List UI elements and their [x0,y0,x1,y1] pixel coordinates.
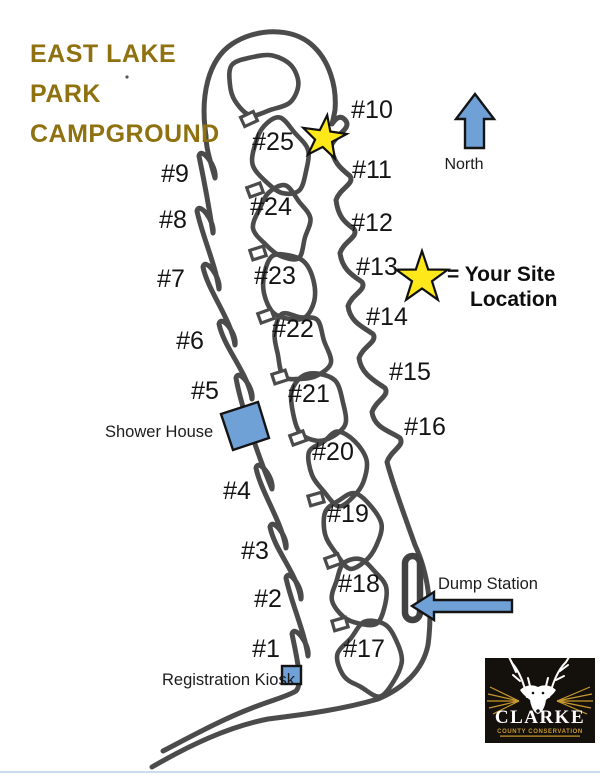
north-arrow-icon [456,94,494,148]
your-site-star-icon [303,115,346,158]
page-bottom-edge [0,771,600,773]
site-label-8: #8 [159,206,187,234]
site-label-12: #12 [351,209,393,237]
site-label-9: #9 [161,160,189,188]
shower-house-marker [221,402,269,450]
site-label-1: #1 [252,635,280,663]
ink-dot [125,75,128,78]
site-label-11: #11 [352,156,392,184]
site-label-13: #13 [356,253,398,281]
site-label-4: #4 [223,477,251,505]
clarke-county-logo [485,654,595,743]
logo-name: CLARKE [494,707,586,728]
parking-tab [250,246,266,260]
site-label-10: #10 [351,96,393,124]
logo-subtitle: COUNTY CONSERVATION [497,729,583,735]
legend-line-1: = Your Site [447,263,556,286]
site-label-23: #23 [254,262,296,290]
title-line-3: CAMPGROUND [30,120,220,148]
site-label-22: #22 [272,315,314,343]
site-label-14: #14 [366,303,408,331]
campsite-loop [229,55,298,116]
dump-station-label: Dump Station [438,575,538,593]
legend-line-2: Location [470,288,558,311]
site-label-18: #18 [338,570,380,598]
parking-tab [332,617,348,630]
legend [447,263,558,311]
site-label-5: #5 [191,377,219,405]
shower-house-label: Shower House [105,423,214,441]
parking-tab [308,492,324,505]
site-label-21: #21 [288,380,330,408]
parking-tab [290,431,307,445]
site-label-16: #16 [404,413,446,441]
parking-tab [272,370,288,384]
legend-star-icon [396,251,447,300]
site-label-3: #3 [241,537,269,565]
site-label-20: #20 [312,438,354,466]
site-label-2: #2 [254,585,282,613]
site-label-6: #6 [176,327,204,355]
north-label: North [444,156,484,173]
registration-kiosk-label: Registration Kiosk [162,671,295,689]
site-label-24: #24 [250,193,292,221]
title-line-1: EAST LAKE [30,40,177,68]
map-titles [30,40,220,148]
site-label-15: #15 [389,358,431,386]
dump-station-arrow-icon [412,592,512,620]
site-label-25: #25 [252,128,294,156]
parking-tab [325,554,342,568]
site-label-17: #17 [343,635,385,663]
logo-underline [500,736,580,737]
site-label-19: #19 [327,500,369,528]
site-label-7: #7 [157,265,185,293]
title-line-2: PARK [30,80,101,108]
